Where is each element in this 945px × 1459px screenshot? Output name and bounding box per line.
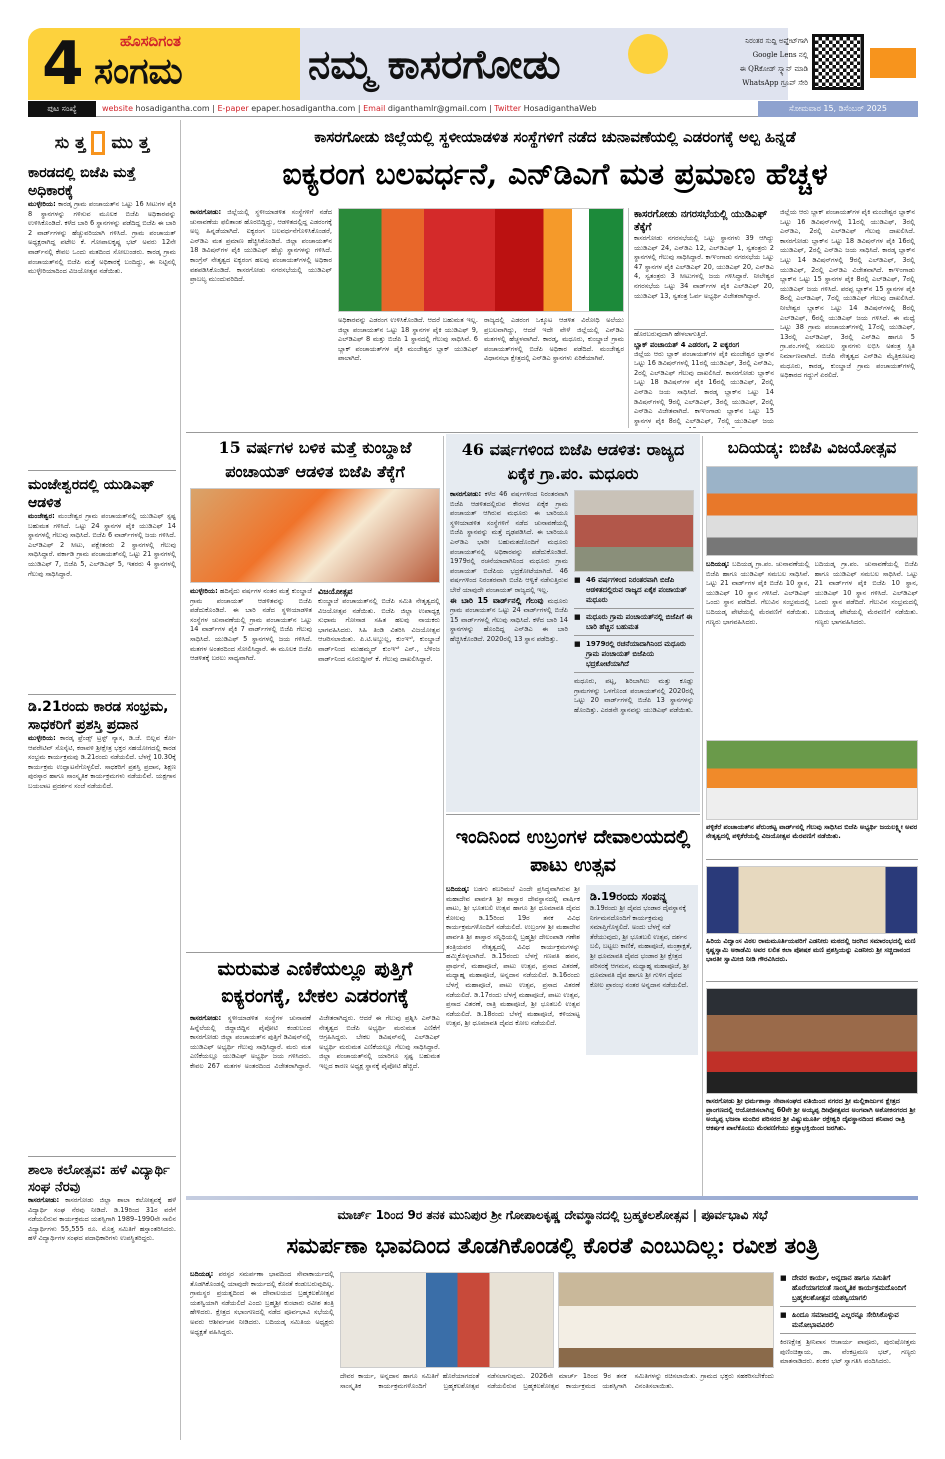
highlight-item: ■ ಹಿಂದೂ ಸಮಾಜದಲ್ಲಿ ಎಲ್ಲರನ್ನೂ ಸೇರಿಸಿಕೊಳ್ಳುವ ಮನೋಭಾವವಿರಲಿ xyxy=(780,1307,916,1334)
dateline: ಮಂಜೇಶ್ವರ: xyxy=(28,512,55,520)
dateline: ಮುಳ್ಳೇರಿಯ: xyxy=(190,587,218,595)
qr-text: WhatsApp ಗ್ರೂಪ್ ಸೇರಿ xyxy=(742,79,808,87)
divider xyxy=(186,432,918,433)
highlights-list xyxy=(574,572,694,673)
story-body: ಹದಿನೈದು ವರ್ಷಗಳ ನಂತರ ಮತ್ತೆ ಕುಂಬ್ಡಾಜೆ ಗ್ರಾಮ ಪಂಚಾಯತ್ ಆಡಳಿತವನ್ನು ಬಿಜೆಪಿ ಪಡೆದುಕೊಂಡಿದೆ. ಈ ಬಾರಿ ನಡೆದ ಸ್ಥಳೀಯಾಡಳಿತ ಸಂಸ್ಥೆಗಳ ಚುನಾವಣೆಯಲ್ಲಿ ಗ್ರಾಮ ಪಂಚಾಯತ್‌ನ ಒಟ್ಟು 14 ವಾರ್ಡ್‌ಗಳ ಪೈಕಿ 7 ವಾರ್ಡ್‌ಗಳಲ್ಲಿ ಬಿಜೆಪಿ ಗೆಲುವು ಸಾಧಿಸಿದೆ. ಯುಡಿಎಫ್ 5 ಸ್ಥಾನಗಳಲ್ಲಿ ಜಯ ಗಳಿಸಿದೆ. ಮತಗಳ ಅಂತರದಿಂದ ಸೋಲಿಸಿದ್ದಾರೆ. ಈ ಮೂಲಕ ಬಿಜೆಪಿ ಆಡಳಿತಕ್ಕೆ ಬರಲು ಸಾಧ್ಯವಾಗಿದೆ. xyxy=(190,587,312,663)
website-link[interactable]: hosadigantha.com xyxy=(135,104,210,113)
story-body: ಕಿರಣಕ್ಷೇತ್ರ ಶ್ರೀನಿವಾಸ ಆಚಾರ್ಯ ಪಾವೂರು, ಪುರುಷೋತ್ತಮ ಪುಣಿಂಚಿತ್ತಾಯ, ಡಾ. ವೆಂಕಟ್ರಮಣ ಭಟ್, ಗಣ್ಯರು ಮಾತನಾಡಿದರು. ಶಂಕರ ಭಟ್ ಸ್ವಾಗತಿಸಿ ವಂದಿಸಿದರು. xyxy=(780,1338,916,1366)
photo-caption: ಕಾಸರಗೋಡು ಶ್ರೀ ಧರ್ಮಶಾಸ್ತಾ ಸೇವಾಸಂಘದ ವತಿಯಿಂದ ನಗರದ ಶ್ರೀ ಮಲ್ಲಿಕಾರ್ಜುನ ಕ್ಷೇತ್ರದ ಪ್ರಾಂಗಣದಲ್ಲಿ ಆಯೋಜಿಸಲಾಗಿದ್ದ 60ನೇ ಶ್ರೀ ಅಯ್ಯಪ್ಪ ದೀಪೋತ್ಸವದ ಅಂಗವಾಗಿ ಅಶೋಕನಗರದ ಶ್ರೀ ಅಯ್ಯಪ್ಪ ಭಜನಾ ಮಂದಿರ ಪರಿಸರದ ಶ್ರೀ ವಿಷ್ಣುಮೂರ್ತಿ ರಕ್ತೇಶ್ವರಿ ದೈವಸ್ಥಾನದಿಂದ ಶನಿವಾರ ರಾತ್ರಿ ಆಕರ್ಷಕ ಪಾಲೆಕೊಂಬು ಮೆರವಣಿಗೆಯು ಶ್ರದ್ಧಾಭಕ್ತಿಯಿಂದ ಜರಗಿತು. xyxy=(706,1097,916,1132)
badiyadka-story xyxy=(706,436,918,1196)
column-divider xyxy=(443,436,444,952)
story-body: ಮಧೂರು ಗ್ರಾಮ ಪಂಚಾಯತ್‌ನ ಒಟ್ಟು 24 ವಾರ್ಡ್‌ಗಳಲ್ಲಿ ಬಿಜೆಪಿ 15 ವಾರ್ಡ್‌ಗಳಲ್ಲಿ ಗೆಲುವು ಸಾಧಿಸಿದೆ. ಕಳೆದ ಬಾರಿ 14 ಸ್ಥಾನಗಳನ್ನು ಹೊಂದಿದ್ದ ಎನ್‌ಡಿಎ ಈ ಬಾರಿ ಹೆಚ್ಚಿಸಿಕೊಂಡಿದೆ. 2020ರಲ್ಲಿ 13 ಸ್ಥಾನ ಪಡೆದಿತ್ತು. xyxy=(450,596,568,643)
story-headline: ಶಾಲಾ ಕಲೋತ್ಸವ: ಹಳೆ ವಿದ್ಯಾರ್ಥಿ ಸಂಘ ನೆರವು xyxy=(28,1163,170,1195)
qr-text: ಈ QRಕೋಡ್ ಸ್ಕ್ಯಾನ್ ಮಾಡಿ xyxy=(739,65,808,73)
meeting-audience-photo xyxy=(558,1272,774,1368)
info-box xyxy=(586,885,698,1055)
bottom-headline: ಸಮರ್ಪಣಾ ಭಾವದಿಂದ ತೊಡಗಿಕೊಂಡಲ್ಲಿ ಕೊರತೆ ಎಂಬುದಿಲ್ಲ: ರವೀಶ ತಂತ್ರಿ xyxy=(286,1233,819,1259)
procession-photo xyxy=(706,466,918,556)
story-headline: 15 ವರ್ಷಗಳ ಬಳಿಕ ಮತ್ತೆ ಕುಂಬ್ಡಾಜೆ ಪಂಚಾಯತ್ ಆಡಳಿತ ಬಿಜೆಪಿ ತೆಕ್ಕೆಗೆ xyxy=(218,438,412,481)
accent-square xyxy=(870,48,916,78)
highlight-item: ■ ಮಧೂರು ಗ್ರಾಮ ಪಂಚಾಯತ್‌ನಲ್ಲಿ ಬಿಜೆಪಿಗೆ ಈ ಬಾರಿ ಹೆಚ್ಚಿನ ಬಹುಮತ xyxy=(574,609,694,636)
twitter-link[interactable]: HosadiganthaWeb xyxy=(523,104,597,113)
sidebar-body: ಹೊರಬರುವುದಾಗಿ ಹೇಳಲಾಗುತ್ತಿದೆ. xyxy=(634,330,708,338)
column-divider xyxy=(180,120,181,1440)
story-headline: ಮಂಜೇಶ್ವರದಲ್ಲಿ ಯುಡಿಎಫ್ ಆಡಳಿತ xyxy=(28,477,155,511)
lead-headline: ಐಕ್ಯರಂಗ ಬಲವರ್ಧನೆ, ಎನ್‌ಡಿಎಗೆ ಮತ ಪ್ರಮಾಣ ಹೆಚ್ಚಳ xyxy=(282,157,828,192)
sun-decoration xyxy=(628,34,668,74)
celebration-photo xyxy=(190,488,440,583)
story-subhead: ವಿಜಯೋತ್ಸವ xyxy=(318,587,353,596)
lead-col2: ಅಧಿಕಾರವನ್ನು ಎಡರಂಗ ಉಳಿಸಿಕೊಂಡಿದೆ. ಆದರೆ ಬಹುಮತ ಇಲ್ಲ. ಜಿಲ್ಲಾ ಪಂಚಾಯತ್‌ನ ಒಟ್ಟು 18 ಸ್ಥಾನಗಳ ಪೈಕಿ ಯುಡಿಎಫ್ 9, ಎಲ್‌ಡಿಎಫ್ 8 ಮತ್ತು ಬಿಜೆಪಿ 1 ಸ್ಥಾನದಲ್ಲಿ ಗೆಲುವು ಸಾಧಿಸಿವೆ. 6 ಬ್ಲಾಕ್ ಪಂಚಾಯತ್‌ಗಳ ಪೈಕಿ ಮಂಜೇಶ್ವರ ಬ್ಲಾಕ್ ಯುಡಿಎಫ್ ಪಾಲಾಗಿದೆ. xyxy=(338,316,478,363)
bottom-band xyxy=(186,1196,918,1200)
highlights-list xyxy=(780,1270,916,1334)
qr-code[interactable] xyxy=(812,34,864,90)
dateline: ಕಾಸರಗೋಡು: xyxy=(28,1196,60,1204)
logo-text: ಮು ತ್ತ xyxy=(111,133,150,153)
epaper-label: E-paper xyxy=(217,104,249,113)
sidebar-body: ಜಿಲ್ಲೆಯ ಆರು ಬ್ಲಾಕ್ ಪಂಚಾಯತ್‌ಗಳ ಪೈಕಿ ಮಂಜೇಶ್ವರ ಬ್ಲಾಕ್‌ನ ಒಟ್ಟು 16 ಡಿವಿಷನ್‌ಗಳಲ್ಲಿ 11ರಲ್ಲಿ ಯುಡಿಎಫ್, 3ರಲ್ಲಿ ಎನ್‌ಡಿಎ, 2ರಲ್ಲಿ ಎಲ್‌ಡಿಎಫ್ ಗೆಲುವು ದಾಖಲಿಸಿದೆ. ಕಾಸರಗೋಡು ಬ್ಲಾಕ್‌ನ ಒಟ್ಟು 18 ಡಿವಿಷನ್‌ಗಳ ಪೈಕಿ 16ರಲ್ಲಿ ಯುಡಿಎಫ್, 2ರಲ್ಲಿ ಎನ್‌ಡಿಎ ಜಯ ಸಾಧಿಸಿದೆ. ಕಾರಡ್ಕ ಬ್ಲಾಕ್‌ನ ಒಟ್ಟು 14 ಡಿವಿಷನ್‌ಗಳಲ್ಲಿ 9ರಲ್ಲಿ ಎಲ್‌ಡಿಎಫ್, 3ರಲ್ಲಿ ಯುಡಿಎಫ್, 2ರಲ್ಲಿ ಎನ್‌ಡಿಎ ವಿಜೇತವಾಗಿದೆ. ಕಾಞಂಗಾಡು ಬ್ಲಾಕ್‌ನ ಒಟ್ಟು 15 ಸ್ಥಾನಗಳ ಪೈಕಿ 8ರಲ್ಲಿ ಎಲ್‌ಡಿಎಫ್, 7ರಲ್ಲಿ ಯುಡಿಎಫ್ ಜಯ xyxy=(634,349,774,425)
story-body: ಕಾರಡ್ಕ ಫ್ರೆಂಡ್ಸ್ ಟ್ರಸ್ಟ್ ನ್ಯಾಸ, ಡಿ.ಜೆ. ಬಿಲ್ಲವ ಕೋ-ಆಪರೇಟಿವ್ ಸೊಸೈಟಿ, ಕರಾವಳಿ ಶ್ರೀಕ್ಷೇತ್ರ ಭಕ್ತರ ಸಹಯೋಗದಲ್ಲಿ ಕಾರಡ ಸಂಭ್ರಮ ಕಾರ್ಯಕ್ರಮವು ಡಿ.21ರಂದು ನಡೆಯಲಿದೆ. ಬೆಳಗ್ಗೆ 10.30ಕ್ಕೆ ಕಾರ್ಯಕ್ರಮ ಉದ್ಘಾಟನೆಗೊಳ್ಳಲಿದೆ. ಸಾಧಕರಿಗೆ ಪ್ರಶಸ್ತಿ ಪ್ರದಾನ, ಶಿಕ್ಷಣ ಪುರಸ್ಕಾರ ಹಾಗೂ ಸಾಂಸ್ಕೃತಿಕ ಕಾರ್ಯಕ್ರಮಗಳು ನಡೆಯಲಿವೆ. ಯಕ್ಷಗಾನ ಬಯಲಾಟ ಪ್ರದರ್ಶನ ಸಂಜೆ ನಡೆಯಲಿದೆ. xyxy=(28,734,176,790)
qr-text: ನಿರಂತರ ಸುದ್ದಿ ಅಪ್ಡೇಟ್‌ಗಾಗಿ xyxy=(745,37,808,45)
story-headline: ಮರುಮತ ಎಣಿಕೆಯಲ್ಲೂ ಪುತ್ತಿಗೆ ಐಕ್ಯರಂಗಕ್ಕೆ, ಬೇಕಲ ಎಡರಂಗಕ್ಕೆ xyxy=(217,958,413,1007)
dateline: ಕಾಸರಗೋಡು: xyxy=(190,1014,222,1022)
bottom-sidebar xyxy=(780,1270,916,1432)
bottom-kicker: ಮಾರ್ಚ್ 1ರಿಂದ 9ರ ತನಕ ಮುನಿಪುರ ಶ್ರೀ ಗೋಪಾಲಕೃಷ್ಣ ದೇವಸ್ಥಾನದಲ್ಲಿ ಬ್ರಹ್ಮಕಲಶೋತ್ಸವ | ಪೂರ್ವಭಾವಿ ಸಭೆ xyxy=(337,1208,768,1222)
divider xyxy=(186,952,444,953)
suttamutta-logo xyxy=(28,124,176,164)
qr-text: Google Lens ನಲ್ಲಿ xyxy=(752,51,808,59)
dateline: ಬದಿಯಡ್ಕ: xyxy=(190,1270,214,1278)
photo-caption: ಪಳ್ಳಿಕೆರೆ ಪಂಚಾಯತ್‌ನ ಪೆರುಂಕಟ್ಟ ವಾರ್ಡ್‌ನಲ್ಲಿ ಗೆಲುವು ಸಾಧಿಸಿದ ಬಿಜೆಪಿ ಅಭ್ಯರ್ಥಿ ಜಯಲಕ್ಷ್ಮೀ ಅವರ ನೇತೃತ್ವದಲ್ಲಿ ಪಳ್ಳಿಕೆರೆಯಲ್ಲಿ ವಿಜಯೋತ್ಸವ ಮೆರವಣಿಗೆ ನಡೆಯಿತು. xyxy=(706,823,918,840)
divider xyxy=(28,694,176,695)
email-link[interactable]: diganthamlr@gmail.com xyxy=(387,104,487,113)
kumbdaje-story xyxy=(190,436,440,808)
ayyappa-procession-photo xyxy=(706,988,918,1094)
story-headline: ಕಾರಡದಲ್ಲಿ ಬಿಜೆಪಿ ಮತ್ತೆ ಅಧಿಕಾರಕ್ಕೆ xyxy=(28,165,136,199)
story-body: ಮಧೂರು, ಪಟ್ಲ, ಶಿರಿಬಾಗಿಲು ಮತ್ತು ಕೂಡ್ಲು ಗ್ರಾಮಗಳನ್ನು ಒಳಗೊಂಡ ಪಂಚಾಯತ್‌ನಲ್ಲಿ 2020ರಲ್ಲಿ ಒಟ್ಟು 20 ವಾರ್ಡ್‌ಗಳಲ್ಲಿ ಬಿಜೆಪಿ 13 ಸ್ಥಾನಗಳನ್ನು ಹೊಂದಿತ್ತು. ಎರಡನೇ ಸ್ಥಾನವನ್ನು ಯುಡಿಎಫ್ ಪಡೆಯಿತು. xyxy=(574,677,694,714)
story-headline: ಡಿ.21ರಂದು ಕಾರಡ ಸಂಭ್ರಮ, ಸಾಧಕರಿಗೆ ಪ್ರಶಸ್ತಿ ಪ್ರದಾನ xyxy=(28,699,169,733)
pallikere-photo xyxy=(706,740,918,820)
qr-instructions xyxy=(668,34,808,90)
madhur-story xyxy=(446,434,700,812)
story-headline: 46 ವರ್ಷಗಳಿಂದ ಬಿಜೆಪಿ ಆಡಳಿತ: ರಾಜ್ಯದ ಏಕೈಕ ಗ್ರಾ.ಪಂ. ಮಧೂರು xyxy=(461,440,685,483)
highlight-item: ■ ದೇವರ ಕಾರ್ಯ, ಅನ್ನದಾನ ಹಾಗೂ ಸಮಿತಿಗೆ ಹೊರೆಯಾಗದಂತೆ ಸಾಂಸ್ಕೃತಿಕ ಕಾರ್ಯಕ್ರಮದೊಂದಿಗೆ ಬ್ರಹ್ಮಕಲಶೋತ್ಸವ ಯಶಸ್ವಿಯಾಗಲಿ xyxy=(780,1270,916,1307)
page-label: ಪುಟ ಸಂಖ್ಯೆ xyxy=(28,101,96,117)
story-body: ಬದಿಯಡ್ಕ ಗ್ರಾ.ಪಂ. ಚುನಾವಣೆಯಲ್ಲಿ ಬಿಜೆಪಿ ಹಾಗೂ ಯುಡಿಎಫ್ ಸಮಬಲ ಸಾಧಿಸಿವೆ. ಒಟ್ಟು 21 ವಾರ್ಡ್‌ಗಳ ಪೈಕಿ ಬಿಜೆಪಿ 10 ಸ್ಥಾನ, ಯುಡಿಎಫ್ 10 ಸ್ಥಾನ ಗಳಿಸಿದೆ. ಎಲ್‌ಡಿಎಫ್ ಒಂದು ಸ್ಥಾನ ಪಡೆದಿದೆ. ಗೆಲುವಿನ ಸಂಭ್ರಮದಲ್ಲಿ ಬದಿಯಡ್ಕ ಪೇಟೆಯಲ್ಲಿ ಮೆರವಣಿಗೆ ನಡೆಯಿತು. ಗಣ್ಯರು ಭಾಗವಹಿಸಿದರು. xyxy=(706,560,810,626)
email-label: Email xyxy=(363,104,386,113)
ubrangala-story xyxy=(446,814,700,1196)
speaker-photo xyxy=(340,1272,554,1368)
story-body: ಕುಂಬ್ಡಾಜೆ ಪಂಚಾಯತ್‌ನಲ್ಲಿ ಬಿಜೆಪಿ ಸಮಿತಿ ನೇತೃತ್ವದಲ್ಲಿ ವಿಜಯೋತ್ಸವ ನಡೆಯಿತು. ಬಿಜೆಪಿ ಜಿಲ್ಲಾ ಉಪಾಧ್ಯಕ್ಷ ಸುಧಾಮ ಗೋಸಾಡ ಸಹಿತ ಹಲವು ನಾಯಕರು ಭಾಗವಹಿಸಿದರು. ಸಿಹಿ ತಿಂಡಿ ವಿತರಿಸಿ ವಿಜಯೋತ್ಸವ ಆಚರಿಸಲಾಯಿತು. ಪಿ.ಟಿ.ಅಬ್ದುಲ್ಲ, ಕುಂಞಿ, ಕುಂಬ್ಡಾಜೆ ವಾರ್ಡ್‌ನಿಂದ ಮುಹಮ್ಮದ್ ಕುಂಞಿ ಎನ್., ಬೆಳಿಂಜ ವಾರ್ಡ್‌ನಿಂದ ನೂರುದ್ದೀನ್ ಕೆ. ಗೆಲುವು ದಾಖಲಿಸಿದ್ದಾರೆ. xyxy=(318,597,440,663)
masthead xyxy=(28,28,918,100)
dateline: ಬದಿಯಡ್ಕ: xyxy=(446,885,470,893)
lead-sidebar xyxy=(634,208,774,428)
left-story xyxy=(28,1162,176,1440)
dateline: ಮುಳ್ಳೇರಿಯ: xyxy=(28,200,56,208)
section-title: ಸಂಗಮ xyxy=(94,51,183,92)
edition-title: ನಮ್ಮ ಕಾಸರಗೋಡು xyxy=(308,41,561,88)
box-body: ಡಿ.19ರಂದು ಶ್ರೀ ದೈವದ ಭಂಡಾರ ದೈವಸ್ಥಾನಕ್ಕೆ ನಿರ್ಗಮನದೊಂದಿಗೆ ಕಾರ್ಯಕ್ರಮವು ಸಮಾಪ್ತಿಗೊಳ್ಳಲಿದೆ. ಅಂದು ಬೆಳಗ್ಗೆ ನಡೆ ತೆರೆಯುವುದು, ಶ್ರೀ ಭೂತಬಲಿ ಉತ್ಸವ, ದರ್ಶನ ಬಲಿ, ಬಟ್ಟಲು ಕಾಣಿಕೆ, ಮಹಾಪೂಜೆ, ಮಂತ್ರಾಕ್ಷತೆ, ಶ್ರೀ ಧೂಮಾವತಿ ದೈವದ ಭಂಡಾರ ಶ್ರೀ ಕ್ಷೇತ್ರದ ಪರಿಸರಕ್ಕೆ ಆಗಮನ, ಮಧ್ಯಾಹ್ನ ಮಹಾಪೂಜೆ, ಶ್ರೀ ಧೂಮಾವತಿ ದೈವ ಹಾಗೂ ಶ್ರೀ ಗುಳಿಗ ದೈವದ ಕೋಲ ಪ್ರಾರಂಭ ನಂತರ ಅನ್ನದಾನ ನಡೆಯಲಿದೆ. xyxy=(590,904,692,989)
sidebar-subhead: ಬ್ಲಾಕ್ ಪಂಚಾಯತ್ 4 ಎಡರಂಗ, 2 ಐಕ್ಯರಂಗ xyxy=(634,340,740,349)
contact-links: website hosadigantha.com | E-paper epaper.hosadigantha.com | Email diganthamlr@gmail.com | Twitter HosadiganthaWeb xyxy=(102,104,597,113)
story-body: ಜಿಲ್ಲೆಯಲ್ಲಿ ಸ್ಥಳೀಯಾಡಳಿತ ಸಂಸ್ಥೆಗಳಿಗೆ ನಡೆದ ಚುನಾವಣೆಯ ಫಲಿತಾಂಶ ಹೊರಬಿದ್ದಿದ್ದು, ಆಡಳಿತದಲ್ಲಿದ್ದ ಎಡರಂಗಕ್ಕೆ ಅಲ್ಪ ಹಿನ್ನಡೆಯಾಗಿದೆ. ಐಕ್ಯರಂಗ ಬಲವರ್ಧನೆಗೊಳಿಸಿಕೊಂಡರೆ, ಎನ್‌ಡಿಎ ಮತ ಪ್ರಮಾಣ ಹೆಚ್ಚಿಸಿಕೊಂಡಿದೆ. ಜಿಲ್ಲಾ ಪಂಚಾಯತ್‌ನ 18 ಡಿವಿಷನ್‌ಗಳ ಪೈಕಿ ಯುಡಿಎಫ್ ಹೆಚ್ಚು ಸ್ಥಾನಗಳನ್ನು ಗಳಿಸಿದೆ. ಕಾಂಗ್ರೆಸ್ ನೇತೃತ್ವದ ಐಕ್ಯರಂಗ ಹಲವು ಪಂಚಾಯತ್‌ಗಳಲ್ಲಿ ಅಧಿಕಾರ ವಶಪಡಿಸಿಕೊಂಡಿದೆ. ಕಾಸರಗೋಡು ನಗರಸಭೆಯಲ್ಲಿ ಯುಡಿಎಫ್ ಪ್ರಾಬಲ್ಯ ಮುಂದುವರಿದಿದೆ. xyxy=(190,208,332,284)
award-ceremony-photo xyxy=(706,866,918,934)
story-body: ಸ್ಥಳೀಯಾಡಳಿತ ಸಂಸ್ಥೆಗಳ ಚುನಾವಣೆ ಹಿನ್ನೆಲೆಯಲ್ಲಿ ಜಿದ್ದಾಜಿದ್ದಿನ ಪೈಪೋಟಿ ಕಂಡುಬಂದ ಕಾಸರಗೋಡು ಜಿಲ್ಲಾ ಪಂಚಾಯತ್‌ನ ಪುತ್ತಿಗೆ ಡಿವಿಷನ್‌ನಲ್ಲಿ ಯುಡಿಎಫ್ ಅಭ್ಯರ್ಥಿ ಗೆಲುವು ಸಾಧಿಸಿದ್ದಾರೆ. ಮರು ಮತ ಎಣಿಕೆಯಲ್ಲೂ ಯುಡಿಎಫ್ ಅಭ್ಯರ್ಥಿ ಜಯ ಗಳಿಸಿದರು. ಕೇವಲ 267 ಮತಗಳ ಅಂತರದಿಂದ ವಿಜೇತರಾಗಿದ್ದಾರೆ. ವಿಜೇತರಾಗಿದ್ದರು. ಆದರೆ ಈ ಗೆಲುವು ಪ್ರಶ್ನಿಸಿ ಎನ್‌ಡಿಎ ನೇತೃತ್ವದ ಬಿಜೆಪಿ ಅಭ್ಯರ್ಥಿ ಮರುಮತ ಎಣಿಕೆಗೆ ಆಗ್ರಹಿಸಿದ್ದರು. ಬೇಕಲ ಡಿವಿಷನ್‌ನಲ್ಲಿ ಎಲ್‌ಡಿಎಫ್ ಅಭ್ಯರ್ಥಿ ಮರುಮತ ಎಣಿಕೆಯಲ್ಲೂ ಗೆಲುವು ಸಾಧಿಸಿದ್ದಾರೆ. ಜಿಲ್ಲಾ ಪಂಚಾಯತ್‌ನಲ್ಲಿ ಯಾರಿಗೂ ಸ್ಪಷ್ಟ ಬಹುಮತ ಇಲ್ಲದ ಕಾರಣ ಅಧ್ಯಕ್ಷ ಸ್ಥಾನಕ್ಕೆ ಪೈಪೋಟಿ ಹೆಚ್ಚಿದೆ. xyxy=(190,1014,440,1070)
column-divider xyxy=(702,436,703,1196)
dateline: ಮುಳ್ಳೇರಿಯ: xyxy=(28,734,56,742)
left-story xyxy=(28,476,176,692)
lead-kicker: ಕಾಸರಗೋಡು ಜಿಲ್ಲೆಯಲ್ಲಿ ಸ್ಥಳೀಯಾಡಳಿತ ಸಂಸ್ಥೆಗಳಿಗೆ ನಡೆದ ಚುನಾವಣೆಯಲ್ಲಿ ಎಡರಂಗಕ್ಕೆ ಅಲ್ಪ ಹಿನ್ನಡೆ xyxy=(314,128,796,146)
divider xyxy=(28,470,176,471)
marumata-story xyxy=(190,956,440,1196)
story-body: ಪರಸ್ಪರ ಸಮರ್ಪಣಾ ಭಾವದಿಂದ ಸೇವಾಕಾರ್ಯದಲ್ಲಿ ತೊಡಗಿಕೊಂಡಲ್ಲಿ ಯಾವುದೇ ಕಾರ್ಯದಲ್ಲಿ ಕೊರತೆ ಕಂಡುಬರುವುದಿಲ್ಲ. ಗ್ರಾಮಸ್ಥರ ಪ್ರಯತ್ನದಿಂದ ಈ ದೇವಾಲಯದ ಬ್ರಹ್ಮಕಲಶೋತ್ಸವ ಯಶಸ್ವಿಯಾಗಿ ನಡೆಯಲಿದೆ ಎಂದು ಬ್ರಹ್ಮಶ್ರೀ ಕುಂಟಾರು ರವೀಶ ತಂತ್ರಿ ಹೇಳಿದರು. ಕ್ಷೇತ್ರದ ಸಭಾಂಗಣದಲ್ಲಿ ನಡೆದ ಪೂರ್ವಭಾವಿ ಸಭೆಯಲ್ಲಿ ಅವರು ಆಶೀರ್ವಚನ ನೀಡಿದರು. ಬದಿಯಡ್ಕ ಸಮಿತಿಯ ಅಧ್ಯಕ್ಷರು ಅಧ್ಯಕ್ಷತೆ ವಹಿಸಿದ್ದರು. xyxy=(190,1270,334,1336)
story-headline: ಬದಿಯಡ್ಕ: ಬಿಜೆಪಿ ವಿಜಯೋತ್ಸವ xyxy=(727,438,897,457)
highlight-item: ■ 1979ರಲ್ಲಿ ರಚನೆಯಾದಾಗಿನಿಂದ ಮಧೂರು ಗ್ರಾಮ ಪಂಚಾಯತ್ ಬಿಜೆಪಿಯ ಭದ್ರಕೋಟೆಯಾಗಿದೆ xyxy=(574,636,694,673)
highlight-item: ■ 46 ವರ್ಷಗಳಿಂದ ನಿರಂತರವಾಗಿ ಬಿಜೆಪಿ ಆಡಳಿತದಲ್ಲಿರುವ ರಾಜ್ಯದ ಏಕೈಕ ಪಂಚಾಯತ್ ಮಧೂರು xyxy=(574,572,694,609)
divider xyxy=(28,1156,176,1157)
brand-logo: ಹೊಸದಿಗಂತ xyxy=(120,32,181,50)
story-body: ಬಡಗು ಶಬರಿಮಲೆ ಎಂದೇ ಪ್ರಸಿದ್ಧವಾಗಿರುವ ಶ್ರೀ ಮಹಾದೇವ ಪಾರ್ವತಿ ಶ್ರೀ ಶಾಸ್ತಾರ ದೇವಸ್ಥಾನದಲ್ಲಿ ವಾರ್ಷಿಕ ಪಾಟು, ಶ್ರೀ ಭೂತಬಲಿ ಉತ್ಸವ ಹಾಗೂ ಶ್ರೀ ಧೂಮಾವತಿ ದೈವದ ಕೋಲವು ಡಿ.15ರಿಂದ 19ರ ತನಕ ವಿವಿಧ ಕಾರ್ಯಕ್ರಮಗಳೊಂದಿಗೆ ನಡೆಯಲಿದೆ. ಉಬ್ರಂಗಳ ಶ್ರೀ ಮಹಾದೇವ ಪಾರ್ವತಿ ಶ್ರೀ ಶಾಸ್ತಾರ ಸನ್ನಿಧಿಯಲ್ಲಿ ಬ್ರಹ್ಮಶ್ರೀ ದೇಲಂಪಾಡಿ ಗಣೇಶ ತಂತ್ರಿಯವರ ನೇತೃತ್ವದಲ್ಲಿ ವಿವಿಧ ಕಾರ್ಯಕ್ರಮಗಳನ್ನು ಹಮ್ಮಿಕೊಳ್ಳಲಾಗಿದೆ. ಡಿ.15ರಂದು ಬೆಳಗ್ಗೆ ಗಣಪತಿ ಹವನ, ಪ್ರಾರ್ಥನೆ, ಮಹಾಪೂಜೆ, ಪಾಟು ಉತ್ಸವ, ಪ್ರಸಾದ ವಿತರಣೆ, ಮಧ್ಯಾಹ್ನ ಮಹಾಪೂಜೆ, ಅನ್ನದಾನ ನಡೆಯಲಿದೆ. ಡಿ.16ರಂದು ಬೆಳಗ್ಗೆ ಮಹಾಪೂಜೆ, ಪಾಟು ಉತ್ಸವ, ಪ್ರಸಾದ ವಿತರಣೆ ನಡೆಯಲಿದೆ. ಡಿ.17ರಂದು ಬೆಳಗ್ಗೆ ಮಹಾಪೂಜೆ, ಪಾಟು ಉತ್ಸವ, ಪ್ರಸಾದ ವಿತರಣೆ, ರಾತ್ರಿ ಮಹಾಪೂಜೆ, ಶ್ರೀ ಭೂತಬಲಿ ಉತ್ಸವ ನಡೆಯಲಿದೆ. ಡಿ.18ರಂದು ಬೆಳಗ್ಗೆ ಮಹಾಪೂಜೆ, ಕಳಿಯಾಟ್ಟ ಉತ್ಸವ, ಶ್ರೀ ಧೂಮಾವತಿ ದೈವದ ಕೋಲ ನಡೆಯಲಿದೆ. xyxy=(446,885,580,1028)
lead-col1 xyxy=(190,208,332,426)
website-label: website xyxy=(102,104,133,113)
epaper-link[interactable]: epaper.hosadigantha.com xyxy=(251,104,356,113)
sidebar-headline: ಕಾಸರಗೋಡು ನಗರಸಭೆಯಲ್ಲಿ ಯುಡಿಎಫ್ ತೆಕ್ಕೆಗೆ xyxy=(634,209,768,233)
column-divider xyxy=(628,208,629,428)
lead-col3: ರಾಜ್ಯದಲ್ಲಿ ಎಡರಂಗ ಒಕ್ಕೂಟ ಆಡಳಿತ ವಿರೋಧಿ ಅಲೆಯು ಪ್ರಬಲವಾಗಿದ್ದು, ಆದರೆ ಇದೇ ವೇಳೆ ಜಿಲ್ಲೆಯಲ್ಲಿ ಎನ್‌ಡಿಎ ಮತಗಳಲ್ಲಿ ಹೆಚ್ಚಳವಾಗಿದೆ. ಕಾರಡ್ಕ, ಮಧೂರು, ಕುಂಬ್ಡಾಜೆ ಗ್ರಾಮ ಪಂಚಾಯತ್‌ಗಳಲ್ಲಿ ಬಿಜೆಪಿ ಅಧಿಕಾರ ಪಡೆದಿದೆ. ಮಂಜೇಶ್ವರ ವಿಧಾನಸಭಾ ಕ್ಷೇತ್ರದಲ್ಲಿ ಎನ್‌ಡಿಎ ಸ್ಥಾನಗಳು ಏರಿಕೆಯಾಗಿವೆ. xyxy=(484,316,624,363)
left-story xyxy=(28,698,176,1156)
story-subhead: ಈ ಬಾರಿ 15 ವಾರ್ಡ್‌ನಲ್ಲಿ ಗೆಲುವು xyxy=(450,595,544,605)
party-flags-photo xyxy=(338,208,624,312)
logo-text: ಸು ತ್ತ xyxy=(54,133,86,153)
story-body: ಕಾರಡ್ಕ ಗ್ರಾಮ ಪಂಚಾಯತ್‌ನ ಒಟ್ಟು 16 ಸೀಟುಗಳ ಪೈಕಿ 8 ಸ್ಥಾನಗಳನ್ನು ಗಳಿಸುವ ಮೂಲಕ ಬಿಜೆಪಿ ಅಧಿಕಾರವನ್ನು ಉಳಿಸಿಕೊಂಡಿದೆ. ಕಳೆದ ಬಾರಿ 6 ಸ್ಥಾನಗಳನ್ನು ಪಡೆದಿದ್ದ ಬಿಜೆಪಿ ಈ ಬಾರಿ 2 ವಾರ್ಡ್‌ಗಳನ್ನು ಹೆಚ್ಚುವರಿಯಾಗಿ ಗಳಿಸಿದೆ. ಗ್ರಾಮ ಪಂಚಾಯತ್ ಅಧ್ಯಕ್ಷರಾಗಿದ್ದ ಪಟೇಲ ಕೆ. ಗೋಪಾಲಕೃಷ್ಣ ಭಟ್ ಅವರು 12ನೇ ವಾರ್ಡ್‌ನಲ್ಲಿ ಕೇವಲ ಒಂದು ಮತದಿಂದ ಸೋಲುಂಡರು. ಕಾರಡ್ಕ ಗ್ರಾಮ ಪಂಚಾಯತ್‌ನಲ್ಲಿ ಬಿಜೆಪಿ ಮತ್ತೆ ಅಧಿಕಾರಕ್ಕೆ ಬಂದಿದ್ದು, ಈ ನಿಟ್ಟಿನಲ್ಲಿ ಮುಳ್ಳೇರಿಯಾದಿಂದ ವಿಜಯೋತ್ಸವ ನಡೆಯಿತು. xyxy=(28,200,176,276)
sidebar-body: ಕಾಸರಗೋಡು ನಗರಸಭೆಯಲ್ಲಿ ಒಟ್ಟು ಸ್ಥಾನಗಳು 39 ಆಗಿದ್ದು ಯುಡಿಎಫ್ 24, ಎನ್‌ಡಿಎ 12, ಎಲ್‌ಡಿಎಫ್ 1, ಸ್ವತಂತ್ರರು 2 ಸ್ಥಾನಗಳಲ್ಲಿ ಗೆಲುವು ಸಾಧಿಸಿದ್ದಾರೆ. ಕಾಞಂಗಾಡು ನಗರಸಭೆಯ ಒಟ್ಟು 47 ಸ್ಥಾನಗಳ ಪೈಕಿ ಎಲ್‌ಡಿಎಫ್ 20, ಯುಡಿಎಫ್ 20, ಎನ್‌ಡಿಎ 4, ಸ್ವತಂತ್ರರು 3 ಸೀಟುಗಳಲ್ಲಿ ಜಯ ಗಳಿಸಿದ್ದಾರೆ. ನೀಲೇಶ್ವರ ನಗರಸಭೆಯ ಒಟ್ಟು 34 ವಾರ್ಡ್‌ಗಳ ಪೈಕಿ ಎಲ್‌ಡಿಎಫ್ 20, ಯುಡಿಎಫ್ 13, ಸ್ವತಂತ್ರ ಓರ್ವ ಅಭ್ಯರ್ಥಿ ವಿಜೇತರಾಗಿದ್ದಾರೆ. xyxy=(634,234,774,330)
panchayat-office-photo xyxy=(574,490,694,572)
story-body: ಮಂಜೇಶ್ವರ ಗ್ರಾಮ ಪಂಚಾಯತ್‌ನಲ್ಲಿ ಯುಡಿಎಫ್ ಸ್ಪಷ್ಟ ಬಹುಮತ ಗಳಿಸಿದೆ. ಒಟ್ಟು 24 ಸ್ಥಾನಗಳ ಪೈಕಿ ಯುಡಿಎಫ್ 14 ಸ್ಥಾನಗಳಲ್ಲಿ ಗೆಲುವು ಸಾಧಿಸಿದೆ. ಬಿಜೆಪಿ 6 ವಾರ್ಡ್‌ಗಳಲ್ಲಿ ಜಯ ಗಳಿಸಿದೆ. ಎಲ್‌ಡಿಎಫ್ 2 ಸೀಟು, ಪಕ್ಷೇತರರು 2 ಸ್ಥಾನಗಳಲ್ಲಿ ಗೆಲುವು ಸಾಧಿಸಿದ್ದಾರೆ. ವರ್ಕಾಡಿ ಗ್ರಾಮ ಪಂಚಾಯತ್‌ನಲ್ಲಿ ಒಟ್ಟು 21 ಸ್ಥಾನಗಳಲ್ಲಿ ಯುಡಿಎಫ್ 7, ಬಿಜೆಪಿ 5, ಎಲ್‌ಡಿಎಫ್ 5, ಇತರರು 4 ಸ್ಥಾನಗಳಲ್ಲಿ ಗೆಲುವು ಸಾಧಿಸಿದ್ದಾರೆ. xyxy=(28,512,176,578)
dateline: ಕಾಸರಗೋಡು: xyxy=(190,208,222,216)
bottom-col2: ದೇವರ ಕಾರ್ಯ, ಅನ್ನದಾನ ಹಾಗೂ ಸಮಿತಿಗೆ ಹೊರೆಯಾಗದಂತೆ ಸಾಂಸ್ಕೃತಿಕ ಕಾರ್ಯಕ್ರಮಗಳೊಂದಿಗೆ ಬ್ರಹ್ಮಕಲಶೋತ್ಸವ ನಡೆಸಲಾಗುವುದು. 2026ನೇ ಮಾರ್ಚ್ 1ರಿಂದ 9ರ ತನಕ ನಡೆಯಲಿರುವ ಬ್ರಹ್ಮಕಲಶೋತ್ಸವ ಕಾರ್ಯಕ್ರಮದ ಯಶಸ್ಸಿಗಾಗಿ ಸಮಿತಿಗಳನ್ನು ರಚಿಸಲಾಯಿತು. ಗ್ರಾಮದ ಭಕ್ತರು ಸಹಕರಿಸಬೇಕೆಂದು ವಿನಂತಿಸಲಾಯಿತು. xyxy=(340,1372,774,1390)
story-body: ಕಾಸರಗೋಡು ಜಿಲ್ಲಾ ಶಾಲಾ ಕಲೋತ್ಸವಕ್ಕೆ ಹಳೆ ವಿದ್ಯಾರ್ಥಿ ಸಂಘ ನೆರವು ನೀಡಿದೆ. ಡಿ.19ರಿಂದ 31ರ ವರೆಗೆ ನಡೆಯಲಿರುವ ಕಾರ್ಯಕ್ರಮದ ಯಶಸ್ಸಿಗಾಗಿ 1989–1990ನೇ ಸಾಲಿನ ವಿದ್ಯಾರ್ಥಿಗಳು 55,555 ರೂ. ಮೊತ್ತ ಸಮಿತಿಗೆ ಹಸ್ತಾಂತರಿಸಿದರು. ಹಳೆ ವಿದ್ಯಾರ್ಥಿಗಳ ಸಂಘದ ಪದಾಧಿಕಾರಿಗಳು ಉಪಸ್ಥಿತರಿದ್ದರು. xyxy=(28,1196,176,1243)
bottom-col1 xyxy=(190,1270,334,1430)
box-headline: ಡಿ.19ರಂದು ಸಂಪನ್ನ xyxy=(590,890,667,903)
story-headline: ಇಂದಿನಿಂದ ಉಬ್ರಂಗಳ ದೇವಾಲಯದಲ್ಲಿ ಪಾಟು ಉತ್ಸವ xyxy=(455,826,691,876)
story-body: ಕಳೆದ 46 ವರ್ಷಗಳಿಂದ ನಿರಂತರವಾಗಿ ಬಿಜೆಪಿ ಆಡಳಿತದಲ್ಲಿರುವ ಕೇರಳದ ಏಕೈಕ ಗ್ರಾಮ ಪಂಚಾಯತ್ ಆಗಿರುವ ಮಧೂರು ಈ ಬಾರಿಯೂ ಸ್ಥಳೀಯಾಡಳಿತ ಸಂಸ್ಥೆಗಳಿಗೆ ನಡೆದ ಚುನಾವಣೆಯಲ್ಲಿ ಬಿಜೆಪಿ ಸ್ಥಾನವನ್ನು ಮತ್ತೆ ದೃಢಪಡಿಸಿದೆ. ಈ ಬಾರಿಯೂ ಎನ್‌ಡಿಎ ಭಾರೀ ಬಹುಮತದೊಂದಿಗೆ ಮಧೂರು ಪಂಚಾಯತ್‌ನಲ್ಲಿ ಅಧಿಕಾರವನ್ನು ಪಡೆದುಕೊಂಡಿದೆ. 1979ರಲ್ಲಿ ರಚನೆಯಾದಾಗಿನಿಂದ ಮಧೂರು ಗ್ರಾಮ ಪಂಚಾಯತ್ ಬಿಜೆಪಿಯ ಭದ್ರಕೋಟೆಯಾಗಿದೆ. 46 ವರ್ಷಗಳಿಂದ ನಿರಂತರವಾಗಿ ಬಿಜೆಪಿ ಆಳ್ವಿಕೆ ನಡೆಸುತ್ತಿರುವ ಬೇರೆ ಯಾವುದೇ ಪಂಚಾಯತ್ ರಾಜ್ಯದಲ್ಲಿ ಇಲ್ಲ. xyxy=(450,490,568,594)
left-column xyxy=(28,124,176,1440)
date: ಸೋಮವಾರ 15, ಡಿಸೆಂಬರ್ 2025 xyxy=(758,101,918,117)
twitter-label: Twitter xyxy=(494,104,522,113)
dateline: ಕಾಸರಗೋಡು: xyxy=(450,490,482,498)
door-icon xyxy=(91,131,105,155)
info-bar xyxy=(28,101,918,117)
dateline: ಬದಿಯಡ್ಕ: xyxy=(706,560,730,568)
story-body: ಜಿಲ್ಲೆಯ ಆರು ಬ್ಲಾಕ್ ಪಂಚಾಯತ್‌ಗಳ ಪೈಕಿ ಮಂಜೇಶ್ವರ ಬ್ಲಾಕ್‌ನ ಒಟ್ಟು 16 ಡಿವಿಷನ್‌ಗಳಲ್ಲಿ 11ರಲ್ಲಿ ಯುಡಿಎಫ್, 3ರಲ್ಲಿ ಎನ್‌ಡಿಎ, 2ರಲ್ಲಿ ಎಲ್‌ಡಿಎಫ್ ಗೆಲುವು ದಾಖಲಿಸಿದೆ. ಕಾಸರಗೋಡು ಬ್ಲಾಕ್‌ನ ಒಟ್ಟು 18 ಡಿವಿಷನ್‌ಗಳ ಪೈಕಿ 16ರಲ್ಲಿ ಯುಡಿಎಫ್, 2ರಲ್ಲಿ ಎನ್‌ಡಿಎ ಜಯ ಸಾಧಿಸಿದೆ. ಕಾರಡ್ಕ ಬ್ಲಾಕ್‌ನ ಒಟ್ಟು 14 ಡಿವಿಷನ್‌ಗಳಲ್ಲಿ 9ರಲ್ಲಿ ಎಲ್‌ಡಿಎಫ್, 3ರಲ್ಲಿ ಯುಡಿಎಫ್, 2ರಲ್ಲಿ ಎನ್‌ಡಿಎ ವಿಜೇತವಾಗಿದೆ. ಕಾಞಂಗಾಡು ಬ್ಲಾಕ್‌ನ ಒಟ್ಟು 15 ಸ್ಥಾನಗಳ ಪೈಕಿ 8ರಲ್ಲಿ ಎಲ್‌ಡಿಎಫ್, 7ರಲ್ಲಿ ಯುಡಿಎಫ್ ಜಯ ಗಳಿಸಿದೆ. ಪರಪ್ಪ ಬ್ಲಾಕ್‌ನ 15 ಸ್ಥಾನಗಳ ಪೈಕಿ 8ರಲ್ಲಿ ಎಲ್‌ಡಿಎಫ್, 7ರಲ್ಲಿ ಯುಡಿಎಫ್ ಗೆಲುವು ದಾಖಲಿಸಿದೆ. ನೀಲೇಶ್ವರ ಬ್ಲಾಕ್‌ನ ಒಟ್ಟು 14 ಡಿವಿಷನ್‌ಗಳಲ್ಲಿ 8ರಲ್ಲಿ ಎಲ್‌ಡಿಎಫ್, 6ರಲ್ಲಿ ಯುಡಿಎಫ್ ಜಯ ಗಳಿಸಿದೆ. ಈ ಮಧ್ಯೆ ಒಟ್ಟು 38 ಗ್ರಾಮ ಪಂಚಾಯತ್‌ಗಳಲ್ಲಿ 17ರಲ್ಲಿ ಯುಡಿಎಫ್, 13ರಲ್ಲಿ ಎಲ್‌ಡಿಎಫ್, 3ರಲ್ಲಿ ಎನ್‌ಡಿಎ ಹಾಗೂ 5 ಗ್ರಾ.ಪಂ.ಗಳಲ್ಲಿ ಸಮಬಲ ಸ್ಥಾನಗಳು ಲಭಿಸಿ ಅತಂತ್ರ ಸ್ಥಿತಿ ನಿರ್ಮಾಣವಾಗಿದೆ. ಬಿಜೆಪಿ ನೇತೃತ್ವದ ಎನ್‌ಡಿಎ ಮೈತ್ರಿಕೂಟವು ಮಧೂರು, ಕಾರಡ್ಕ, ಕುಂಬ್ಡಾಜೆ ಗ್ರಾಮ ಪಂಚಾಯತ್‌ಗಳಲ್ಲಿ ಅಧಿಕಾರದ ಗದ್ದುಗೆ ಏರಲಿದೆ. xyxy=(780,208,915,380)
photo-caption: ಹಿರಿಯ ವಿದ್ವಾಂಸ ವಿಠಲ ರಾಮಮೂರ್ತಿಯವರಿಗೆ ಎಡನೀರು ಮಠದಲ್ಲಿ ಜರಗಿದ ಸಮಾರಂಭದಲ್ಲಿ ಮಣಿ ಕೃಷ್ಣಸ್ವಾಮಿ ಅಕಾಡೆಮಿ ಅವರ ಲಲಿತ ಕಲಾ ಪೋಷಕ ಮಣಿ ಪ್ರಶಸ್ತಿಯನ್ನು ಎಡನೀರು ಶ್ರೀ ಸಚ್ಚಿದಾನಂದ ಭಾರತೀ ಸ್ವಾಮೀಜಿ ನೀಡಿ ಗೌರವಿಸಿದರು. xyxy=(706,937,916,963)
lead-col5 xyxy=(780,208,915,426)
left-story xyxy=(28,164,176,464)
page-number: 4 xyxy=(42,29,84,99)
story-body: ಬದಿಯಡ್ಕ ಗ್ರಾ.ಪಂ. ಚುನಾವಣೆಯಲ್ಲಿ ಬಿಜೆಪಿ ಹಾಗೂ ಯುಡಿಎಫ್ ಸಮಬಲ ಸಾಧಿಸಿವೆ. ಒಟ್ಟು 21 ವಾರ್ಡ್‌ಗಳ ಪೈಕಿ ಬಿಜೆಪಿ 10 ಸ್ಥಾನ, ಯುಡಿಎಫ್ 10 ಸ್ಥಾನ ಗಳಿಸಿದೆ. ಎಲ್‌ಡಿಎಫ್ ಒಂದು ಸ್ಥಾನ ಪಡೆದಿದೆ. ಗೆಲುವಿನ ಸಂಭ್ರಮದಲ್ಲಿ ಬದಿಯಡ್ಕ ಪೇಟೆಯಲ್ಲಿ ಮೆರವಣಿಗೆ ನಡೆಯಿತು. ಗಣ್ಯರು ಭಾಗವಹಿಸಿದರು. xyxy=(814,560,918,626)
